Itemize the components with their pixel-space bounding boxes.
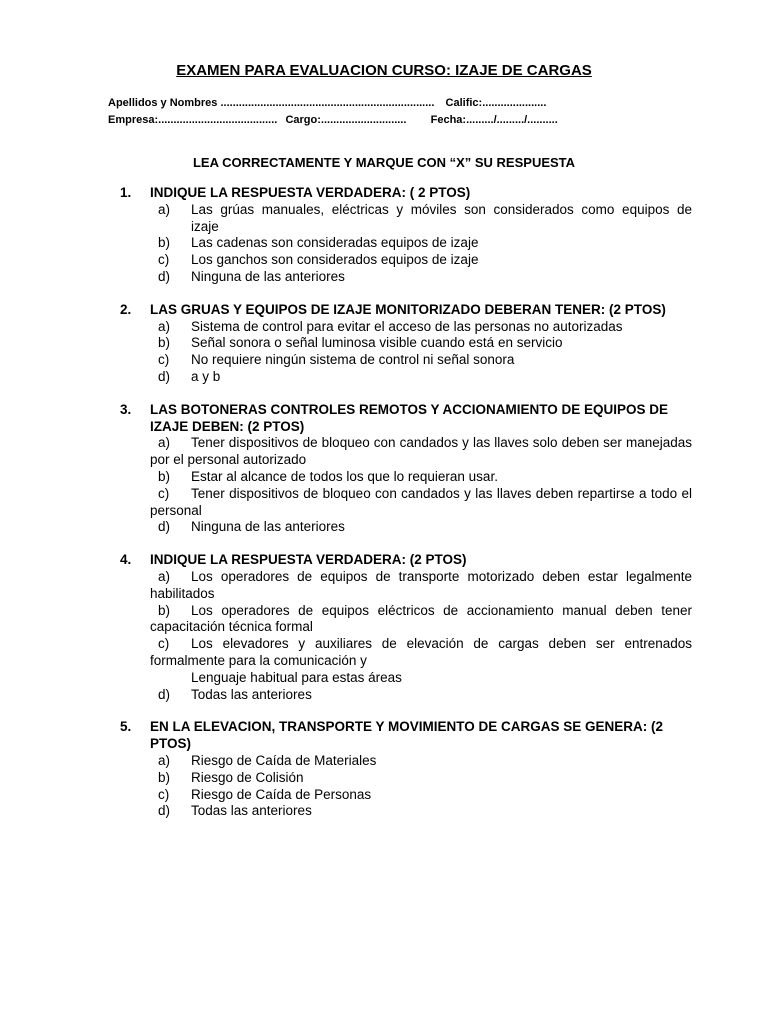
option-letter: d) — [158, 268, 171, 284]
option-letter: d) — [158, 686, 171, 702]
option-letter: c) — [158, 636, 170, 652]
option-text: Los elevadores y auxiliares de elevación de cargas deben ser entrenados formalmente para la comunicación y — [150, 636, 692, 668]
question-heading — [120, 185, 692, 202]
option-d[interactable] — [120, 369, 692, 386]
empresa-field: Empresa:....................................... — [108, 114, 278, 126]
option-c[interactable] — [120, 252, 692, 269]
question-text: EN LA ELEVACION, TRANSPORTE Y MOVIMIENTO DE CARGAS SE GENERA: (2 PTOS) — [150, 719, 664, 752]
option-text: No requiere ningún sistema de control ni señal sonora — [191, 352, 515, 368]
option-text: a y b — [191, 368, 221, 384]
question-number: 5. — [120, 719, 132, 735]
option-c[interactable] — [120, 352, 692, 369]
option-d[interactable] — [120, 803, 692, 820]
option-b[interactable] — [120, 235, 692, 252]
question-heading — [120, 302, 692, 319]
option-text: Riesgo de Caída de Materiales — [191, 752, 377, 768]
option-text: Las grúas manuales, eléctricas y móviles son considerados como equipos de — [191, 201, 692, 217]
option-letter: a) — [158, 435, 171, 451]
option-letter: d) — [158, 519, 171, 535]
option-b[interactable] — [120, 603, 692, 637]
option-text: Las cadenas son consideradas equipos de izaje — [191, 235, 479, 251]
option-text: Ninguna de las anteriores — [191, 268, 345, 284]
calific-field: Calific:..................... — [445, 97, 547, 109]
option-letter: a) — [158, 318, 171, 334]
question-text: LAS BOTONERAS CONTROLES REMOTOS Y ACCIONAMIENTO DE EQUIPOS DE IZAJE DEBEN: (2 PTOS) — [150, 401, 669, 434]
question-heading — [120, 552, 692, 569]
option-a[interactable] — [120, 569, 692, 603]
question-text: INDIQUE LA RESPUESTA VERDADERA: ( 2 PTOS) — [150, 185, 471, 200]
option-letter: a) — [158, 201, 171, 217]
option-a[interactable] — [120, 202, 692, 219]
option-c[interactable] — [120, 787, 692, 804]
option-d[interactable] — [120, 687, 692, 704]
question-number: 3. — [120, 401, 132, 417]
option-text: Todas las anteriores — [191, 686, 312, 702]
option-d[interactable] — [120, 519, 692, 536]
page-title: EXAMEN PARA EVALUACION CURSO: IZAJE DE CARGAS — [176, 62, 592, 79]
option-text: Riesgo de Caída de Personas — [191, 786, 372, 802]
option-letter: d) — [158, 803, 171, 819]
option-text: Señal sonora o señal luminosa visible cuando está en servicio — [191, 335, 563, 351]
option-text: Todas las anteriores — [191, 803, 312, 819]
option-letter: d) — [158, 368, 171, 384]
apellidos-field: Apellidos y Nombres ...................................................................... — [108, 97, 435, 109]
header-line-1 — [108, 97, 668, 109]
option-a[interactable] — [120, 319, 692, 336]
question-number: 1. — [120, 185, 132, 200]
question-text: INDIQUE LA RESPUESTA VERDADERA: (2 PTOS) — [150, 552, 467, 568]
question-number: 4. — [120, 552, 132, 568]
option-letter: c) — [158, 485, 170, 501]
option-c[interactable] — [120, 636, 692, 670]
option-text: Tener dispositivos de bloqueo con candados y las llaves solo deben ser manejadas por el personal autorizado — [150, 435, 692, 468]
option-letter: a) — [158, 568, 171, 584]
cargo-field: Cargo:............................ — [285, 114, 407, 126]
option-c[interactable] — [120, 486, 692, 520]
option-text: Riesgo de Colisión — [191, 769, 304, 785]
question-5 — [120, 719, 692, 820]
question-heading — [120, 402, 692, 436]
option-letter: b) — [158, 769, 171, 785]
option-text: Tener dispositivos de bloqueo con candados y las llaves deben repartirse a todo el personal — [150, 485, 692, 518]
question-text: LAS GRUAS Y EQUIPOS DE IZAJE MONITORIZADO DEBERAN TENER: (2 PTOS) — [150, 301, 666, 317]
option-b[interactable] — [120, 335, 692, 352]
option-text: Ninguna de las anteriores — [191, 519, 345, 535]
option-letter: b) — [158, 602, 171, 618]
question-1 — [120, 185, 692, 286]
option-d[interactable] — [120, 269, 692, 286]
option-a[interactable] — [120, 435, 692, 469]
header-line-2 — [108, 114, 668, 126]
instruction: LEA CORRECTAMENTE Y MARQUE CON “X” SU RESPUESTA — [192, 155, 576, 170]
option-letter: c) — [158, 786, 170, 802]
option-continuation: izaje — [191, 218, 219, 234]
option-text: Sistema de control para evitar el acceso de las personas no autorizadas — [191, 318, 623, 334]
option-b[interactable] — [120, 469, 692, 486]
option-text: Los ganchos son considerados equipos de izaje — [191, 252, 479, 268]
question-heading — [120, 719, 692, 753]
question-list — [120, 185, 692, 836]
option-text: Los operadores de equipos de transporte motorizado deben estar legalmente habilitados — [150, 568, 692, 601]
question-4 — [120, 552, 692, 703]
option-letter: c) — [158, 252, 170, 268]
option-letter: a) — [158, 752, 171, 768]
option-letter: b) — [158, 335, 171, 351]
option-text: Los operadores de equipos eléctricos de accionamiento manual deben tener capacitación técnica formal — [150, 602, 692, 635]
option-letter: b) — [158, 468, 171, 484]
fecha-field: Fecha:........./........./.......... — [430, 114, 558, 126]
question-number: 2. — [120, 301, 132, 317]
option-letter: b) — [158, 235, 171, 251]
option-continuation: Lenguaje habitual para estas áreas — [191, 669, 402, 685]
question-2 — [120, 302, 692, 386]
option-text: Estar al alcance de todos los que lo requieran usar. — [191, 468, 498, 484]
option-a[interactable] — [120, 753, 692, 770]
option-b[interactable] — [120, 770, 692, 787]
question-3 — [120, 402, 692, 536]
option-letter: c) — [158, 352, 170, 368]
